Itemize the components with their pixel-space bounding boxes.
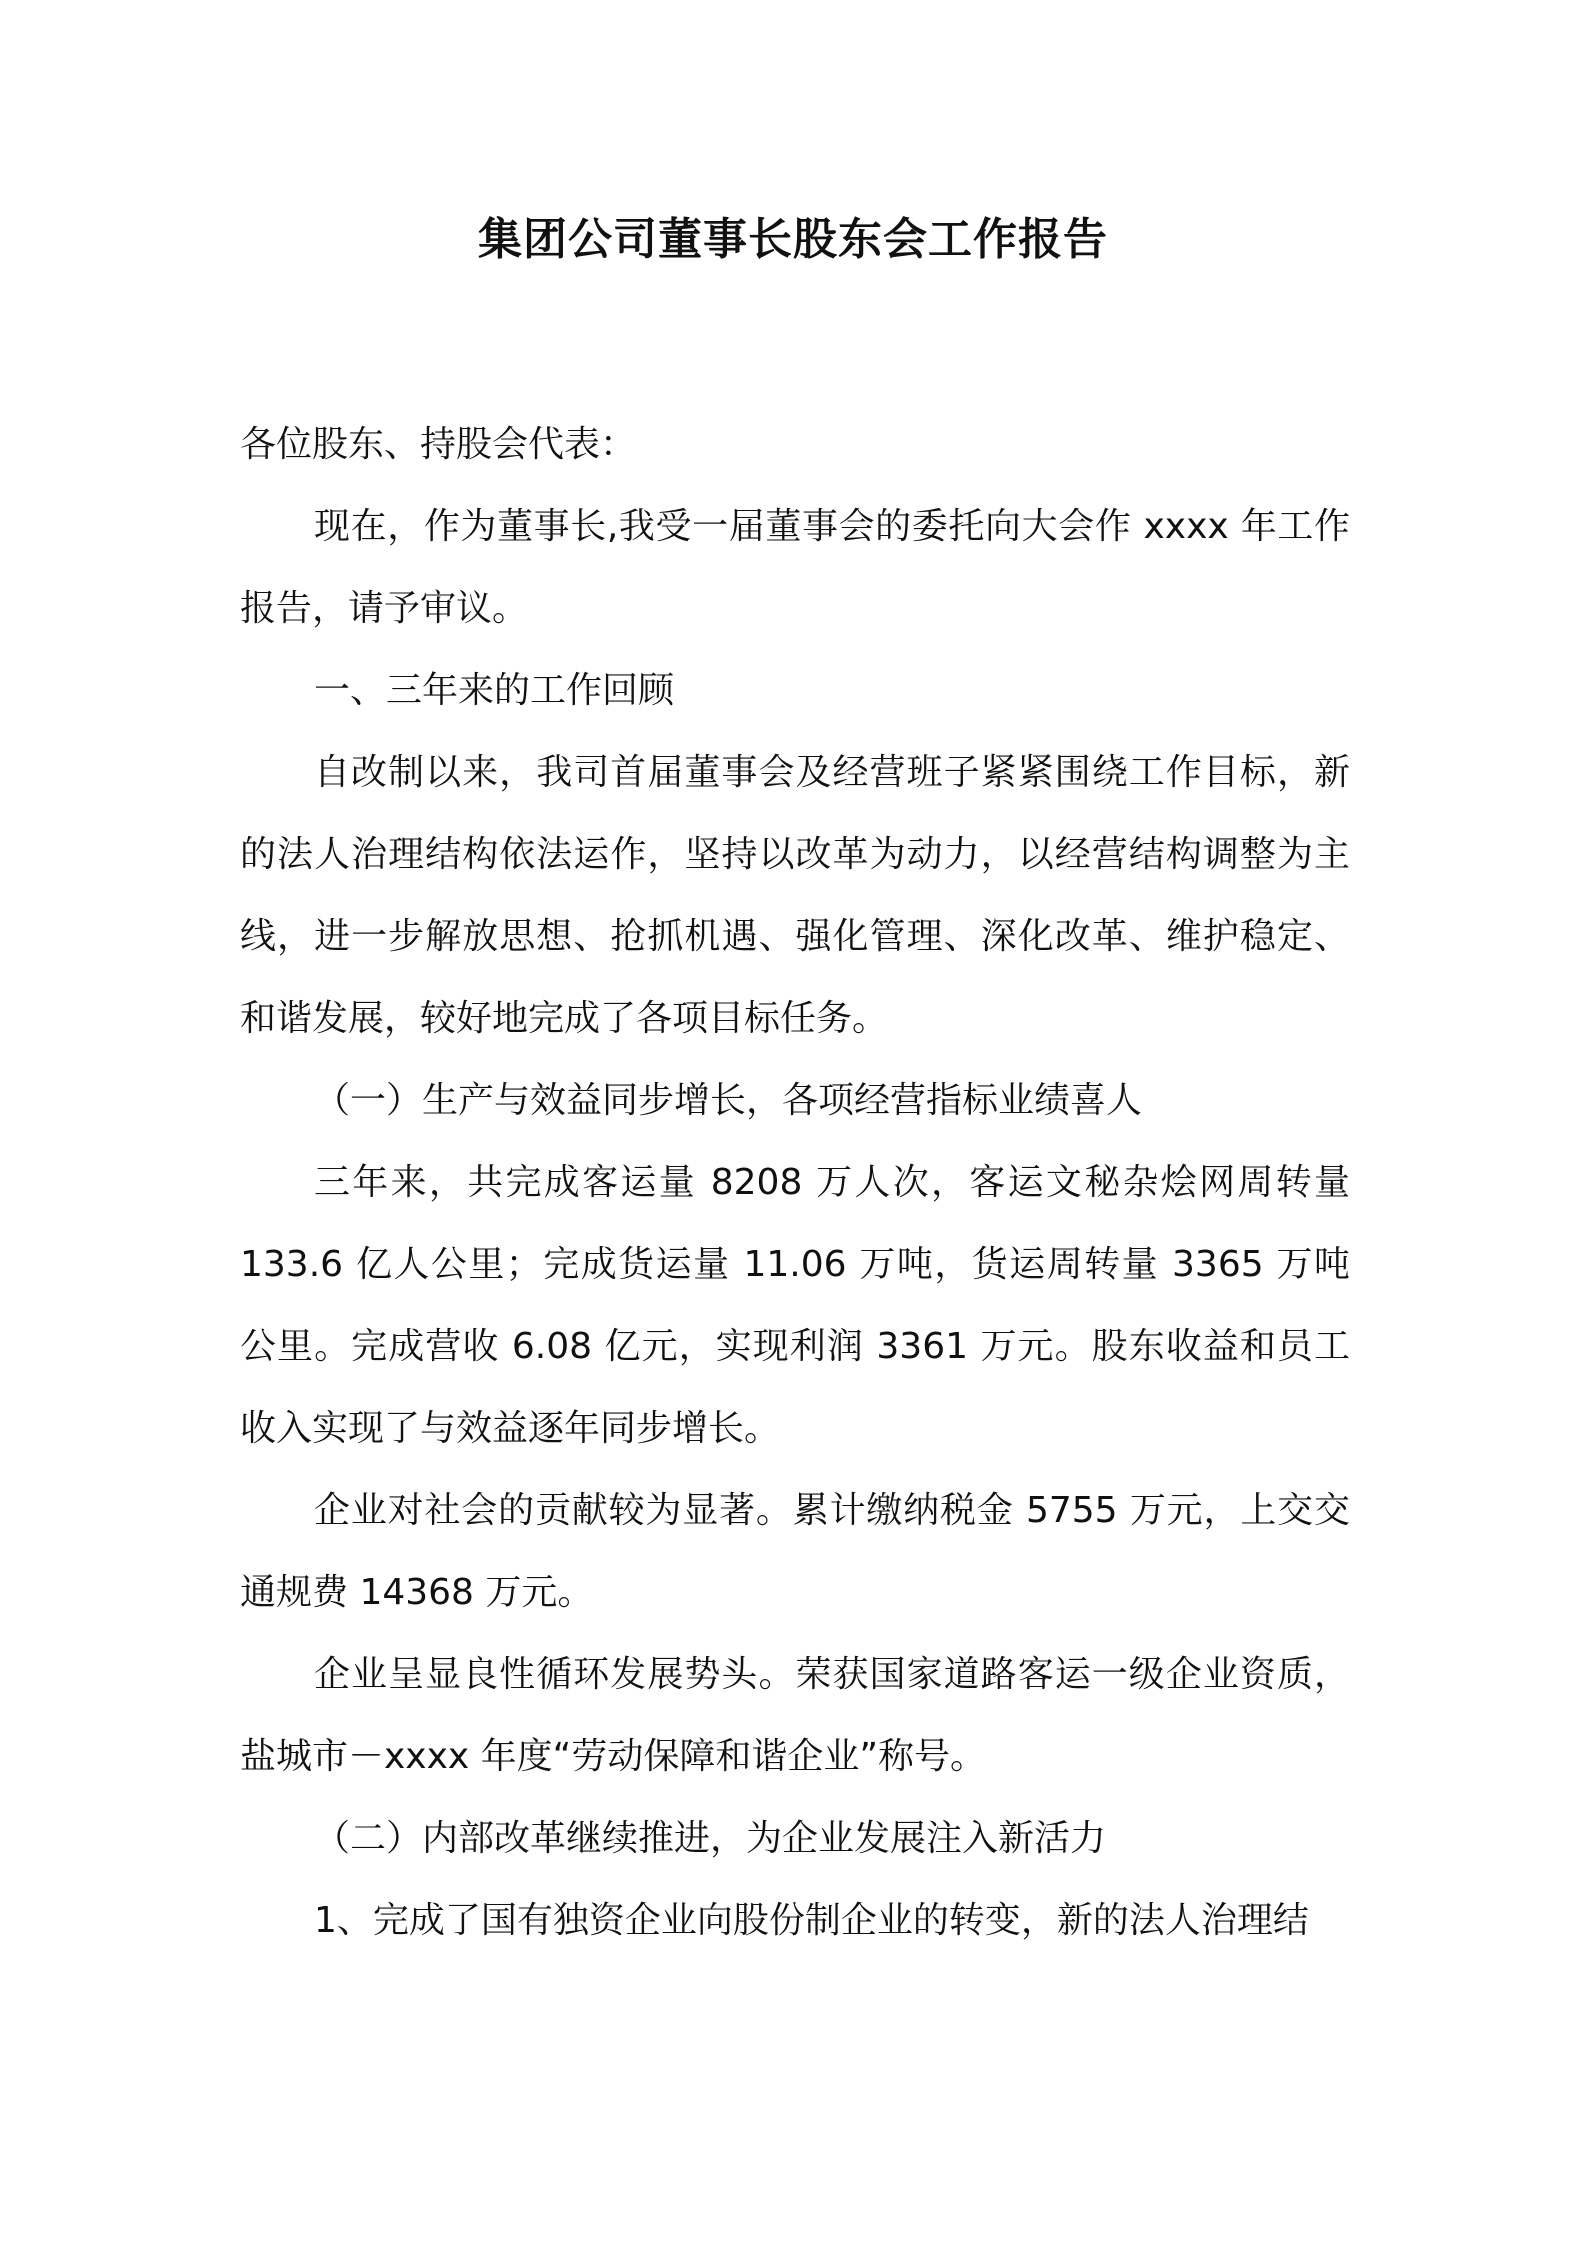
subsection-heading-1: （一）生产与效益同步增长，各项经营指标业绩喜人 [314,1080,1143,1121]
paragraph-review: 自改制以来，我司首届董事会及经营班子紧紧围绕工作目标，新的法人治理结构依法运作，坚持以改革为动力，以经营结构调整为主线，进一步解放思想、抢抓机遇、强化管理、深化改革、维护稳定、和谐发展，较好地完成了各项目标任务。 [240,752,1350,1039]
paragraph-reform: 1、完成了国有独资企业向股份制企业的转变，新的法人治理结 [314,1900,1309,1941]
paragraph-intro: 现在，作为董事长,我受一届董事会的委托向大会作 xxxx 年工作报告，请予审议。 [240,506,1350,629]
subsection-heading-2: （二）内部改革继续推进，为企业发展注入新活力 [314,1818,1107,1859]
section-heading-1: 一、三年来的工作回顾 [314,670,675,711]
paragraph-production: 三年来，共完成客运量 8208 万人次，客运文秘杂烩网周转量 133.6 亿人公里；完成货运量 11.06 万吨，货运周转量 3365 万吨公里。完成营收 6.08 亿元，实现利润 3361 万元。股东收益和员工收入实现了与效益逐年同步增长。 [240,1162,1350,1449]
document-title: 集团公司董事长股东会工作报告 [478,214,1108,265]
paragraph-contribution: 企业对社会的贡献较为显著。累计缴纳税金 5755 万元，上交交通规费 14368 万元。 [240,1490,1350,1613]
paragraph-development: 企业呈显良性循环发展势头。荣获国家道路客运一级企业资质，盐城市－xxxx 年度“劳动保障和谐企业”称号。 [240,1654,1350,1777]
salutation: 各位股东、持股会代表： [240,424,637,465]
document-body [240,404,1350,1962]
